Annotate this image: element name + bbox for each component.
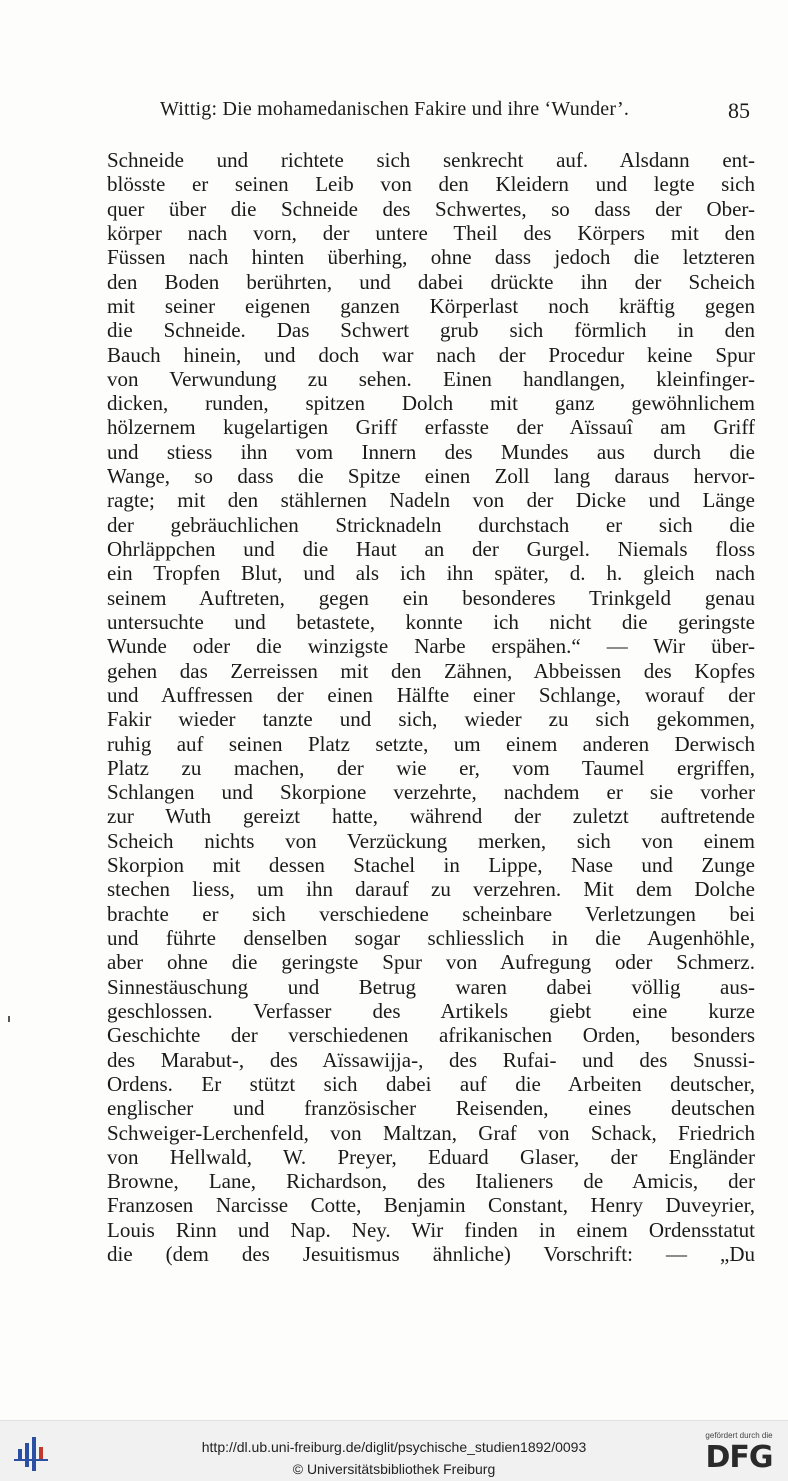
body-line: stechen liess, um ihn darauf zu verzehren. Mit dem Dolche — [107, 877, 755, 902]
body-line: und führte denselben sogar schliesslich in die Augenhöhle, — [107, 926, 755, 950]
body-text — [107, 148, 755, 1266]
body-line: Ordens. Er stützt sich dabei auf die Arbeiten deutscher, — [107, 1071, 755, 1096]
body-line: des Marabut-, des Aïssawijja-, des Rufai- und des Snussi- — [107, 1047, 755, 1072]
body-line: englischer und französischer Reisenden, eines deutschen — [107, 1096, 755, 1121]
body-line: untersuchte und betastete, konnte ich nicht die geringste — [107, 609, 755, 634]
body-line: Browne, Lane, Richardson, des Italieners de Amicis, der — [107, 1169, 755, 1194]
page-number: 85 — [728, 98, 750, 123]
body-line: Schneide und richtete sich senkrecht auf. Alsdann ent- — [107, 148, 755, 172]
body-line: ein Tropfen Blut, und als ich ihn später, d. h. gleich nach — [107, 561, 755, 586]
body-line: Sinnestäuschung und Betrug waren dabei völlig aus- — [107, 974, 755, 999]
body-line: aber ohne die geringste Spur von Aufregung oder Schmerz. — [107, 950, 755, 975]
viewer-footer — [0, 1420, 788, 1481]
body-line: von Verwundung zu sehen. Einen handlangen, kleinfinger- — [107, 366, 755, 391]
body-line: Louis Rinn und Nap. Ney. Wir finden in einem Ordensstatut — [107, 1217, 755, 1242]
body-line: Skorpion mit dessen Stachel in Lippe, Nase und Zunge — [107, 853, 755, 878]
body-line: die (dem des Jesuitismus ähnliche) Vorschrift: — „Du — [107, 1242, 755, 1267]
body-line: mit seiner eigenen ganzen Körperlast noch kräftig gegen — [107, 293, 755, 318]
body-line: ruhig auf seinen Platz setzte, um einem anderen Derwisch — [107, 731, 755, 756]
running-title: Wittig: Die mohamedanischen Fakire und ihre ‘Wunder’. — [160, 98, 630, 120]
body-line: Scheich nichts von Verzückung merken, sich von einem — [107, 828, 755, 853]
body-line: den Boden berührten, und dabei drückte ihn der Scheich — [107, 269, 755, 294]
body-line: Schweiger-Lerchenfeld, von Maltzan, Graf von Schack, Friedrich — [107, 1120, 755, 1145]
body-line: ragte; mit den stählernen Nadeln von der Dicke und Länge — [107, 488, 755, 513]
body-line: zur Wuth gereizt hatte, während der zuletzt auftretende — [107, 804, 755, 829]
dfg-logo: DFG — [705, 1440, 773, 1475]
body-line: und stiess ihn vom Innern des Mundes aus durch die — [107, 439, 755, 464]
body-line: und Auffressen der einen Hälfte einer Schlange, worauf der — [107, 682, 755, 707]
body-line: Wunde oder die winzigste Narbe erspähen.“ — Wir über- — [107, 634, 755, 659]
body-line: Ohrläppchen und die Haut an der Gurgel. Niemals floss — [107, 537, 755, 561]
body-line: Bauch hinein, und doch war nach der Procedur keine Spur — [107, 342, 755, 367]
body-line: brachte er sich verschiedene scheinbare Verletzungen bei — [107, 901, 755, 926]
body-line: Platz zu machen, der wie er, vom Taumel ergriffen, — [107, 755, 755, 780]
document-url-link[interactable]: http://dl.ub.uni-freiburg.de/diglit/psychische_studien1892/0093 — [201, 1439, 587, 1455]
body-line: Schlangen und Skorpione verzehrte, nachdem er sie vorher — [107, 780, 755, 805]
body-line: quer über die Schneide des Schwertes, so dass der Ober- — [107, 196, 755, 221]
copyright-text: © Universitätsbibliothek Freiburg — [292, 1461, 496, 1477]
body-line: Geschichte der verschiedenen afrikanischen Orden, besonders — [107, 1023, 755, 1048]
body-line: von Hellwald, W. Preyer, Eduard Glaser, der Engländer — [107, 1144, 755, 1169]
body-line: Füssen nach hinten überhing, ohne dass jedoch die letzteren — [107, 245, 755, 270]
funding-note: gefördert durch die — [705, 1431, 773, 1440]
body-line: die Schneide. Das Schwert grub sich förmlich in den — [107, 318, 755, 343]
body-line: blösste er seinen Leib von den Kleidern und legte sich — [107, 172, 755, 197]
body-line: geschlossen. Verfasser des Artikels giebt eine kurze — [107, 998, 755, 1023]
body-line: seinem Auftreten, gegen ein besonderes Trinkgeld genau — [107, 585, 755, 610]
body-line: körper nach vorn, der untere Theil des Körpers mit den — [107, 220, 755, 245]
body-line: gehen das Zerreissen mit den Zähnen, Abbeissen des Kopfes — [107, 658, 755, 683]
body-line: der gebräuchlichen Stricknadeln durchstach er sich die — [107, 512, 755, 537]
body-line: Franzosen Narcisse Cotte, Benjamin Constant, Henry Duveyrier, — [107, 1193, 755, 1218]
body-line: dicken, runden, spitzen Dolch mit ganz gewöhnlichem — [107, 391, 755, 416]
body-line: Wange, so dass die Spitze einen Zoll lang daraus hervor- — [107, 464, 755, 489]
margin-mark — [8, 1016, 10, 1022]
page-header — [0, 94, 788, 134]
body-line: hölzernem kugelartigen Griff erfasste der Aïssauî am Griff — [107, 415, 755, 440]
body-line: Fakir wieder tanzte und sich, wieder zu sich gekommen, — [107, 707, 755, 732]
